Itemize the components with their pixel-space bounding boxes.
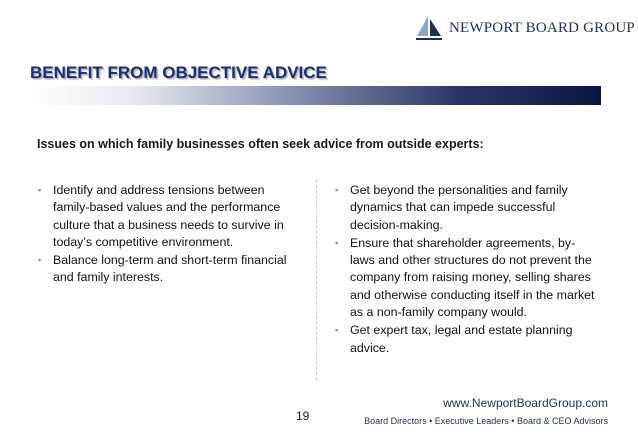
title-band-decoration: [29, 86, 601, 105]
bullet-item: [335, 235, 597, 321]
bullet-item: [335, 322, 597, 357]
slide-subtitle: Issues on which family businesses often seek advice from outside experts:: [37, 137, 484, 151]
bullet-text: Get beyond the personalities and family dynamics that can impede successful decision-making.: [350, 183, 568, 232]
bullet-icon: ▪: [335, 237, 339, 248]
company-logo: [414, 14, 635, 44]
bullet-text: Balance long-term and short-term financial and family interests.: [53, 253, 287, 285]
sail-logo-icon: [414, 14, 444, 44]
bullet-text: Ensure that shareholder agreements, by-laws and other structures do not prevent the company from raising money, selling shares and otherwise conducting itself in the market as a non-family company would.: [350, 235, 595, 320]
left-bullet-list: [38, 182, 300, 288]
bullet-text: Identify and address tensions between family-based values and the performance culture that a business needs to survive in today’s competitive environment.: [53, 183, 284, 249]
footer-tagline: Board Directors • Executive Leaders • Board & CEO Advisors: [364, 416, 608, 426]
bullet-item: [38, 182, 300, 251]
website-link[interactable]: www.NewportBoardGroup.com: [443, 396, 608, 410]
bullet-icon: ▪: [38, 255, 42, 266]
page-number: 19: [296, 409, 310, 423]
logo-text: NEWPORT BOARD GROUP: [449, 20, 635, 36]
bullet-item: [335, 182, 597, 234]
bullet-icon: ▪: [38, 185, 42, 195]
bullet-item: [38, 252, 300, 287]
bullet-icon: ▪: [335, 325, 339, 336]
right-bullet-list: [335, 182, 597, 358]
bullet-text: Get expert tax, legal and estate planning advice.: [350, 323, 573, 355]
slide-title: BENEFIT FROM OBJECTIVE ADVICE: [30, 63, 327, 82]
column-divider: [316, 180, 317, 380]
bullet-icon: ▪: [335, 185, 339, 195]
